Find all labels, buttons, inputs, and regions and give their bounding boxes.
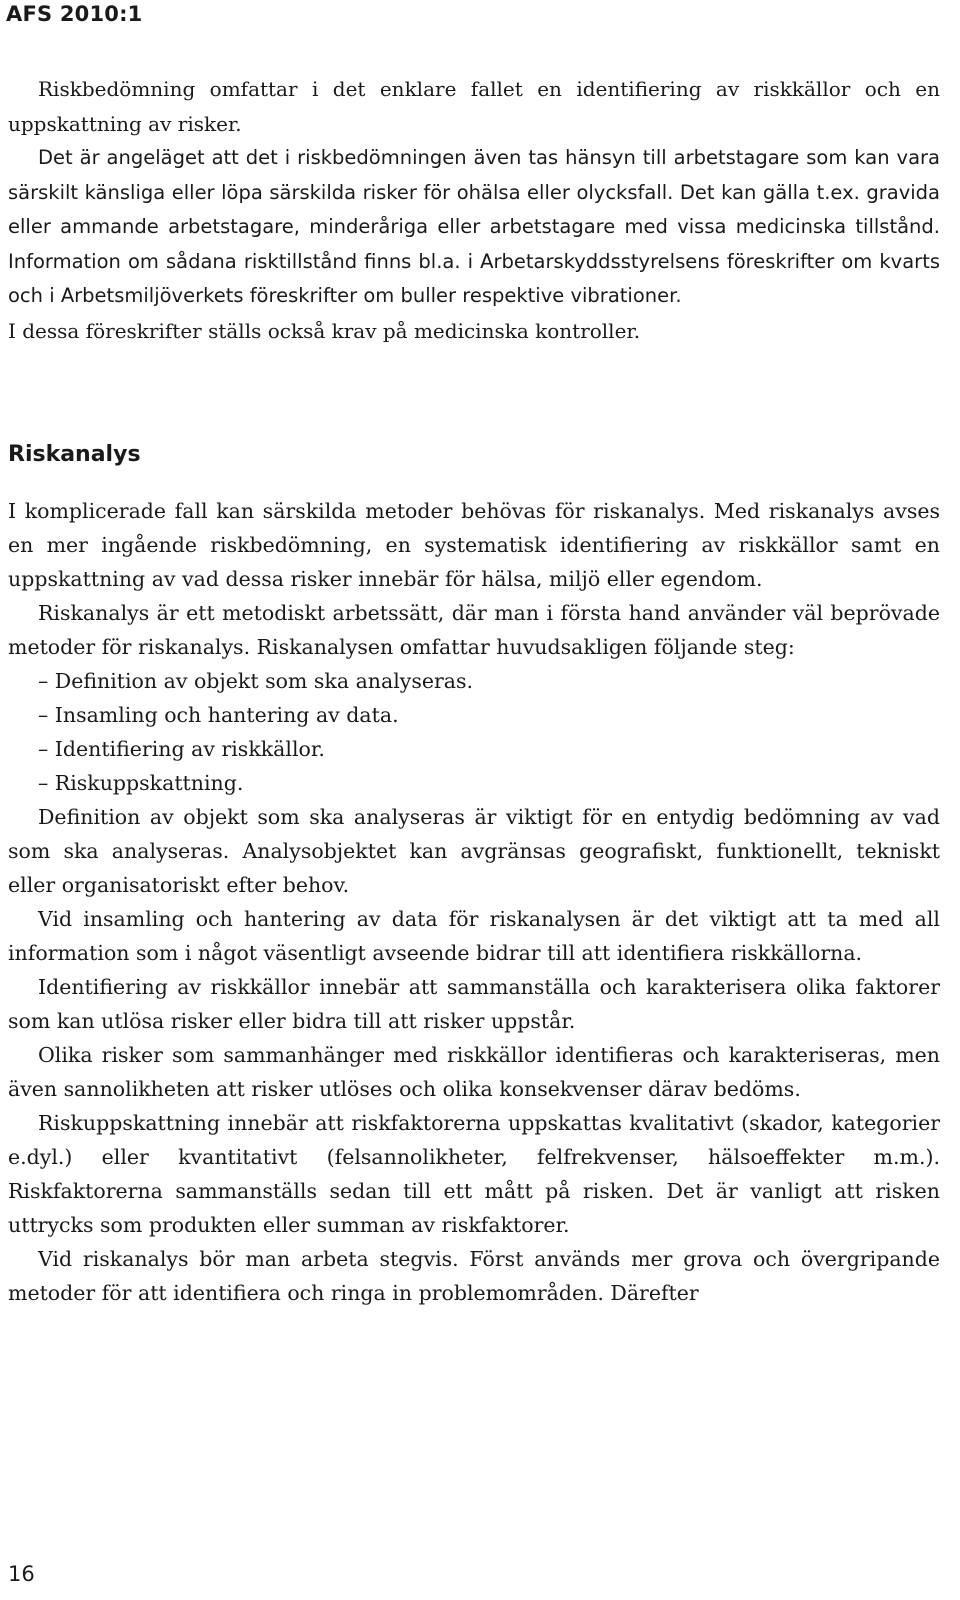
list-item: – Definition av objekt som ska analyseras.: [38, 669, 474, 693]
paragraph: I komplicerade fall kan särskilda metoder behövas för riskanalys. Med riskanalys avses en mer ingående riskbedömning, en systematisk identifiering av riskkällor samt en uppskattning av vad dessa risker innebär för hälsa, miljö eller egendom.: [8, 499, 940, 591]
list-item: – Riskuppskattning.: [38, 771, 244, 795]
intro-section: [8, 72, 940, 348]
paragraph: Riskbedömning omfattar i det enklare fallet en identifiering av riskkällor och en uppskattning av risker.: [8, 77, 940, 136]
paragraph: Vid riskanalys bör man arbeta stegvis. Först används mer grova och övergripande metoder för att identifiera och ringa in problemområden. Därefter: [8, 1247, 940, 1305]
paragraph: Det är angeläget att det i riskbedömningen även tas hänsyn till arbetstagare som kan vara särskilt känsliga eller löpa särskilda risker för ohälsa eller olycksfall. Det kan gälla t.ex. gravida eller ammande arbetstagare, minderåriga eller arbetstagare med vissa medicinska tillstånd. Information om sådana risktillstånd finns bl.a. i Arbetarskyddsstyrelsens föreskrifter om kvarts och i Arbetsmiljöverkets föreskrifter om buller respektive vibrationer.: [8, 146, 940, 307]
paragraph: Definition av objekt som ska analyseras är viktigt för en entydig bedömning av vad som ska analyseras. Analysobjektet kan avgränsas geografiskt, funktionellt, tekniskt eller organisatoriskt efter behov.: [8, 805, 940, 897]
paragraph: Vid insamling och hantering av data för riskanalysen är det viktigt att ta med all information som i något väsentligt avseende bidrar till att identifiera riskkällorna.: [8, 907, 940, 965]
riskanalys-section-body: [8, 494, 940, 1310]
paragraph: Riskanalys är ett metodiskt arbetssätt, där man i första hand använder väl beprövade metoder för riskanalys. Riskanalysen omfattar huvudsakligen följande steg:: [8, 601, 940, 659]
list-item: – Identifiering av riskkällor.: [38, 737, 325, 761]
paragraph: I dessa föreskrifter ställs också krav på medicinska kontroller.: [8, 318, 641, 343]
document-id-header: AFS 2010:1: [6, 2, 143, 26]
paragraph: Identifiering av riskkällor innebär att sammanställa och karakterisera olika faktorer som kan utlösa risker eller bidra till att risker uppstår.: [8, 975, 940, 1033]
list-item: – Insamling och hantering av data.: [38, 703, 399, 727]
paragraph: Riskuppskattning innebär att riskfaktorerna uppskattas kvalitativt (skador, kategorier e.dyl.) eller kvantitativt (felsannolikheter, felfrekvenser, hälsoeffekter m.m.). Riskfaktorerna sammanställs sedan till ett mått på risken. Det är vanligt att risken uttrycks som produkten eller summan av riskfaktorer.: [8, 1111, 940, 1237]
section-heading: Riskanalys: [8, 442, 141, 467]
paragraph: Olika risker som sammanhänger med riskkällor identifieras och karakteriseras, men även sannolikheten att risker utlöses och olika konsekvenser därav bedöms.: [8, 1043, 940, 1101]
page-number: 16: [8, 1562, 35, 1586]
